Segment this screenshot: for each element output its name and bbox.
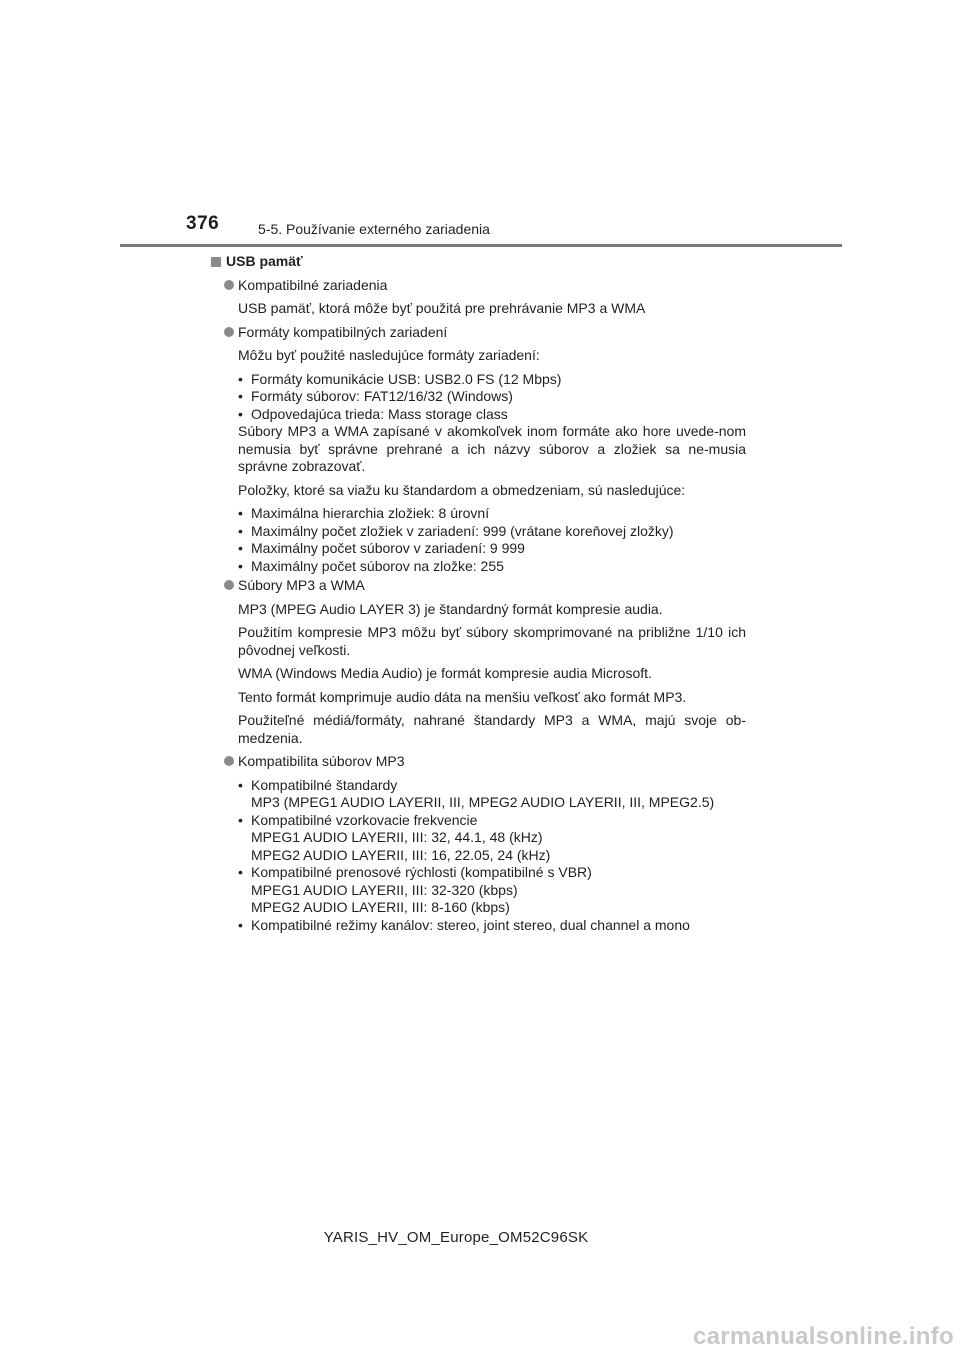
bullet-mp3-wma-files: [224, 577, 746, 595]
heading-text: USB pamäť: [226, 253, 303, 269]
list-item: • Maximálna hierarchia zložiek: 8 úrovní: [238, 505, 490, 521]
bullet-title: Súbory MP3 a WMA: [238, 577, 365, 593]
circle-bullet-icon: [224, 280, 234, 290]
paragraph: Použiteľné médiá/formáty, nahrané štandardy MP3 a WMA, majú svoje ob-medzenia.: [238, 712, 746, 746]
bullet-title: Formáty kompatibilných zariadení: [238, 323, 448, 340]
paragraph: Môžu byť použité nasledujúce formáty zariadení:: [238, 347, 540, 363]
list-item: • Odpovedajúca trieda: Mass storage class: [238, 405, 508, 422]
paragraph: Položky, ktoré sa viažu ku štandardom a obmedzeniam, sú nasledujúce:: [238, 481, 686, 498]
circle-bullet-icon: [224, 756, 234, 766]
bullet-compatible-devices: [224, 277, 746, 295]
list-item-detail: MP3 (MPEG1 AUDIO LAYERII, III, MPEG2 AUDIO LAYERII, III, MPEG2.5): [251, 794, 715, 810]
paragraph: WMA (Windows Media Audio) je formát kompresie audia Microsoft.: [238, 665, 652, 681]
section-heading: [211, 253, 746, 271]
header-rule: [120, 244, 842, 247]
section-title: 5-5. Používanie externého zariadenia: [258, 221, 490, 237]
bullet-title: Kompatibilné zariadenia: [238, 276, 388, 293]
document-id: YARIS_HV_OM_Europe_OM52C96SK: [323, 1229, 589, 1246]
list-item-detail: MPEG1 AUDIO LAYERII, III: 32-320 (kbps): [251, 881, 518, 898]
page-content: [211, 253, 746, 938]
square-bullet-icon: [211, 257, 221, 267]
paragraph: USB pamäť, ktorá môže byť použitá pre prehrávanie MP3 a WMA: [238, 300, 646, 316]
list-item: • Kompatibilné štandardy: [238, 776, 398, 793]
list-item: • Maximálny počet súborov v zariadení: 9 999: [238, 540, 525, 556]
list-item: • Formáty komunikácie USB: USB2.0 FS (12 Mbps): [238, 370, 562, 387]
bullet-device-formats: [224, 324, 746, 342]
list-item: • Kompatibilné vzorkovacie frekvencie: [238, 811, 478, 828]
page-footer: [0, 1229, 960, 1246]
note-paragraph: Súbory MP3 a WMA zapísané v akomkoľvek inom formáte ako hore uvede-nom nemusia byť správne prehrané a ich názvy súborov a zložiek sa ne-musia správne zobrazovať.: [238, 423, 746, 474]
list-item: • Maximálny počet zložiek v zariadení: 999 (vrátane koreňovej zložky): [238, 522, 674, 539]
list-item: • Maximálny počet súborov na zložke: 255: [238, 557, 504, 574]
paragraph: MP3 (MPEG Audio LAYER 3) je štandardný formát kompresie audia.: [238, 600, 663, 617]
format-list: [238, 371, 746, 424]
page-header: [0, 0, 960, 250]
paragraph: Tento formát komprimuje audio dáta na menšiu veľkosť ako formát MP3.: [238, 688, 687, 705]
watermark: carmanualsonline.info: [692, 1323, 954, 1350]
page-number: 376: [186, 213, 220, 234]
limits-list: [238, 505, 746, 575]
bullet-title: Kompatibilita súborov MP3: [238, 753, 405, 769]
bullet-mp3-compatibility: [224, 753, 746, 771]
list-item-detail: MPEG2 AUDIO LAYERII, III: 8-160 (kbps): [251, 899, 510, 915]
list-item: • Formáty súborov: FAT12/16/32 (Windows): [238, 388, 513, 404]
list-item-detail: MPEG2 AUDIO LAYERII, III: 16, 22.05, 24 (kHz): [251, 846, 551, 863]
circle-bullet-icon: [224, 580, 234, 590]
paragraph: Použitím kompresie MP3 môžu byť súbory skomprimované na približne 1/10 ich pôvodnej veľkosti.: [238, 624, 746, 658]
circle-bullet-icon: [224, 327, 234, 337]
list-item: • Kompatibilné režimy kanálov: stereo, joint stereo, dual channel a mono: [238, 916, 690, 933]
list-item-detail: MPEG1 AUDIO LAYERII, III: 32, 44.1, 48 (kHz): [251, 829, 543, 845]
list-item: • Kompatibilné prenosové rýchlosti (kompatibilné s VBR): [238, 864, 592, 880]
compatibility-list: [238, 777, 746, 935]
